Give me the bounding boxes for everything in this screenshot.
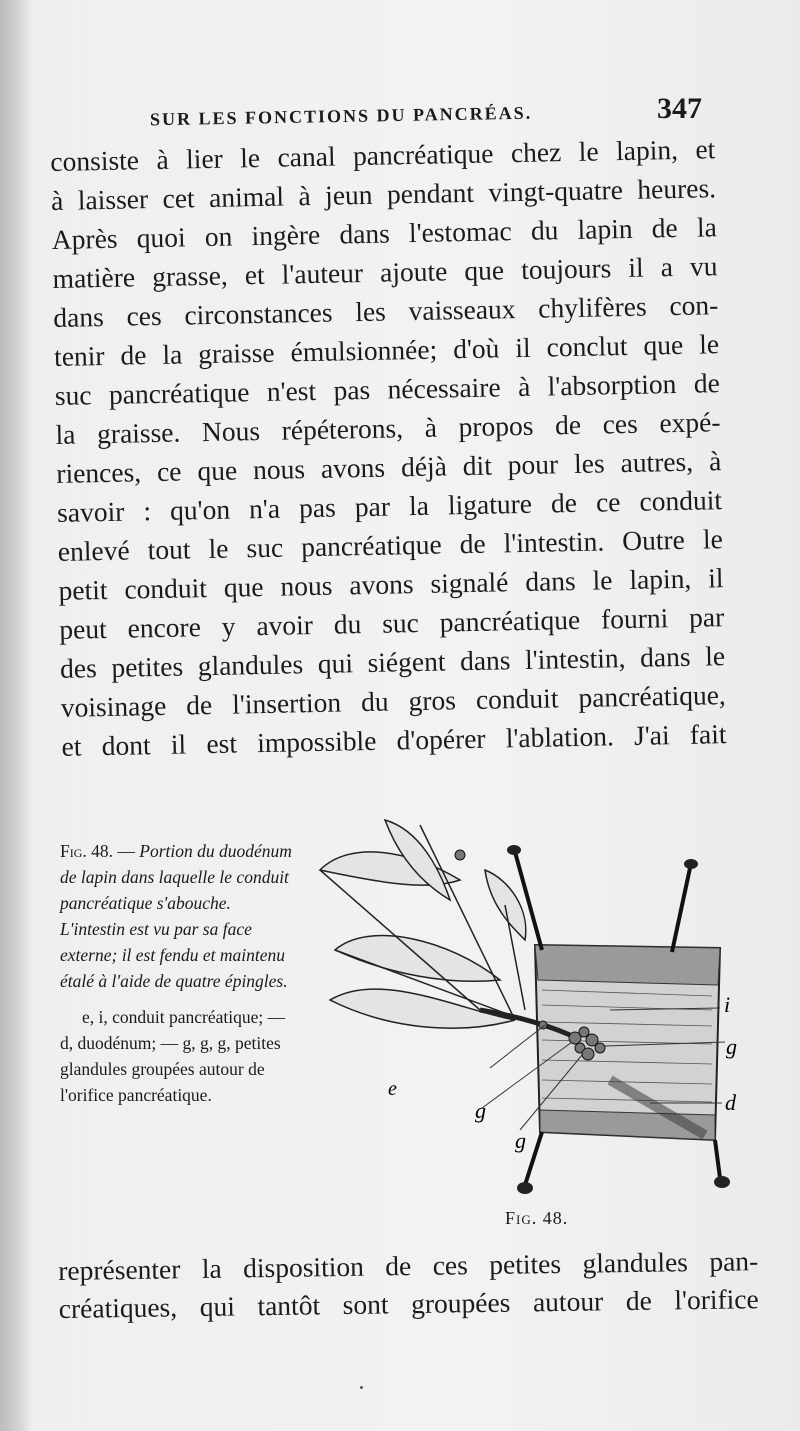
caption-dash: — [113,841,140,861]
figure-48 [60,810,740,1250]
text-line: riences, ce que nous avons déjà dit pour les autres, à [56,445,722,489]
tail-paragraph [58,1242,759,1328]
label-e: e [388,1078,397,1100]
label-g-bottom: g [515,1128,526,1153]
caption-legend: e, i, conduit pancréatique; — d, duodénum; — g, g, g, petites glandules groupées autour de l'orifice pancréatique. [60,1007,286,1105]
text-line: Après quoi on ingère dans l'estomac du lapin de la [51,211,718,255]
text-line: savoir : qu'on n'a pas par la ligature de ce conduit [56,484,723,528]
text-line: des petites glandules qui siégent dans l'intestin, dans le [59,640,726,684]
page-number: 347 [657,92,702,125]
text-line: tenir de la graisse émulsionnée; d'où il conclut que le [53,328,720,372]
text-line: et dont il est impossible d'opérer l'ablation. J'ai fait [61,718,727,762]
label-g-left: g [475,1098,486,1123]
label-g-right: g [726,1034,737,1059]
print-speck [360,1386,363,1389]
body-paragraph [50,129,727,766]
text-line: représenter la disposition de ces petites glandules pan- [58,1245,759,1286]
running-title: SUR LES FONCTIONS DU PANCRÉAS. [149,102,533,130]
caption-figure-number: Fig. 48. [60,841,114,861]
text-line: peut encore y avoir du suc pancréatique fourni par [59,601,725,645]
text-line: enlevé tout le suc pancréatique de l'intestin. Outre le [57,523,724,567]
figure-label: Fig. 48. [505,1208,569,1228]
text-line: voisinage de l'insertion du gros conduit pancréatique, [60,679,727,723]
label-d: d [725,1090,736,1115]
text-line: matière grasse, et l'auteur ajoute que toujours il a vu [52,250,718,294]
text-line: suc pancréatique n'est pas nécessaire à l'absorption de [54,367,721,411]
text-line: dans ces circonstances les vaisseaux chylifères con- [53,289,719,333]
text-line: la graisse. Nous répéterons, à propos de ces expé- [55,406,721,450]
label-i: i [724,992,731,1017]
figure-caption [60,838,300,1108]
text-line: créatiques, qui tantôt sont groupées autour de l'orifice [58,1283,759,1324]
text-line: petit conduit que nous avons signalé dans le lapin, il [58,562,724,606]
page-header [150,92,710,132]
duodenum-illustration [310,810,740,1210]
text-line: consiste à lier le canal pancréatique chez le lapin, et [50,133,716,177]
page-gutter-shadow [0,0,34,1431]
text-line: à laisser cet animal à jeun pendant vingt-quatre heures. [50,172,717,216]
caption-description: Portion du duodénum de lapin dans laquelle le conduit pancréatique s'abouche. L'intestin est vu par sa face externe; il est fendu et maintenu étalé à l'aide de quatre épingles. [60,841,292,991]
